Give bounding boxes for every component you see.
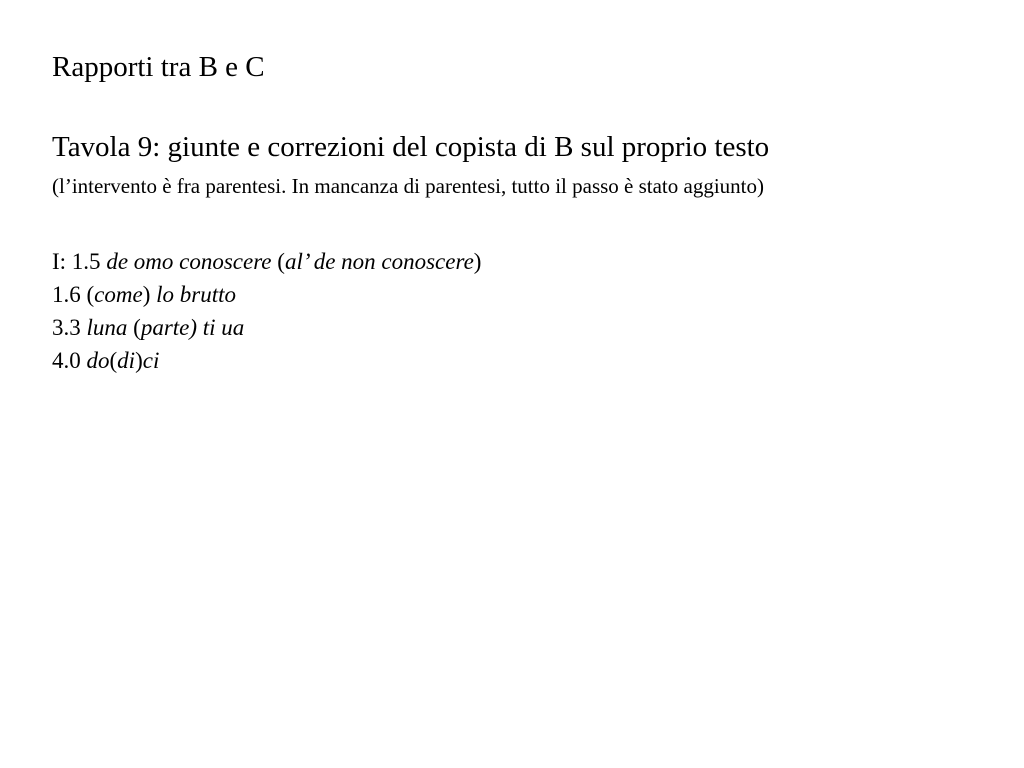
- table-title: Tavola 9: giunte e correzioni del copista di B sul proprio testo: [52, 131, 770, 163]
- entry-punct: (: [109, 348, 118, 373]
- entry-punct: ): [473, 249, 482, 274]
- entry-punct: (: [127, 315, 141, 340]
- entry-intervention: parte) ti ua: [140, 315, 245, 340]
- entry-punct: ): [142, 282, 157, 307]
- entry-text: do: [86, 348, 110, 373]
- entry-text: de omo conoscere: [106, 249, 272, 274]
- entry-ref: I: 1.5: [52, 249, 107, 274]
- entry-text: luna: [86, 315, 128, 340]
- entry-1-5: [52, 245, 481, 278]
- entry-1-6: [52, 278, 481, 311]
- slide-heading: Rapporti tra B e C: [52, 51, 265, 83]
- entry-punct: ): [135, 348, 143, 373]
- entry-ref: 1.6 (: [52, 282, 95, 307]
- entry-4-0: [52, 344, 481, 377]
- entry-punct: (: [271, 249, 285, 274]
- entry-text: lo brutto: [156, 282, 236, 307]
- table-note: (l’intervento è fra parentesi. In mancanza di parentesi, tutto il passo è stato aggiunto): [52, 174, 765, 198]
- entry-intervention: di: [117, 348, 136, 373]
- entry-ref: 4.0: [52, 348, 87, 373]
- entry-ref: 3.3: [52, 315, 87, 340]
- entry-intervention: come: [94, 282, 143, 307]
- entry-text: ci: [142, 348, 160, 373]
- entries-list: [52, 245, 481, 377]
- entry-3-3: [52, 311, 481, 344]
- entry-intervention: al’ de non conoscere: [284, 249, 474, 274]
